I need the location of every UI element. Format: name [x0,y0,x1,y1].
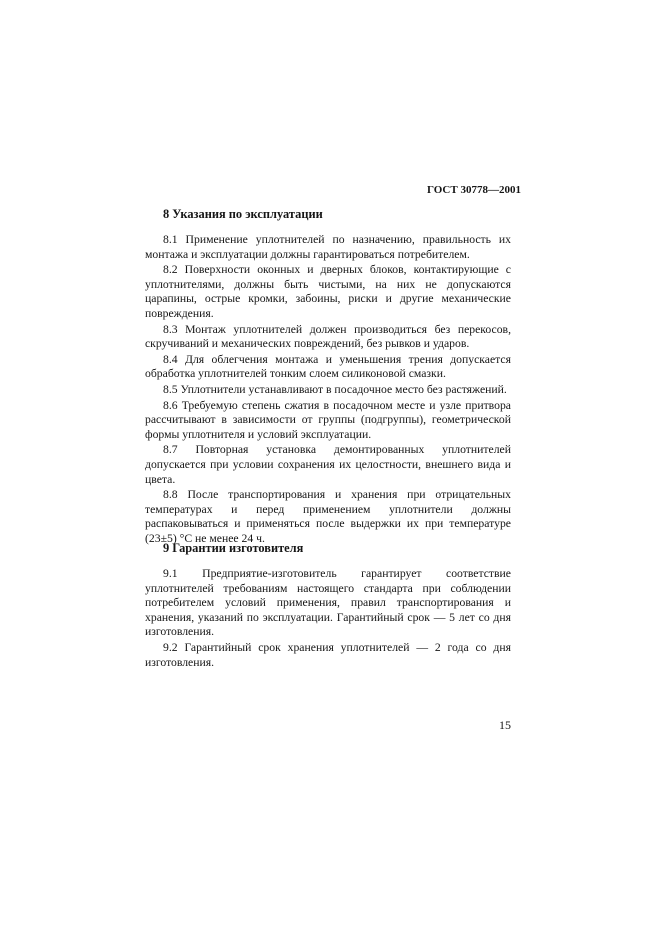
paragraph-8-2: 8.2 Поверхности оконных и дверных блоков, контактирующие с уплотнителями, должны быть чистыми, на них не допускаются царапины, острые кромки, забоины, риски и другие механические повреждения. [145,263,511,320]
section-manufacturer-warranty [145,540,511,671]
paragraph-8-7: 8.7 Повторная установка демонтированных уплотнителей допускается при условии сохранения их целостности, внешнего вида и цвета. [145,443,511,486]
page-number: 15 [499,718,511,732]
section-operating-instructions [145,206,511,547]
section-heading: 9 Гарантии изготовителя [163,541,304,555]
document-code: ГОСТ 30778—2001 [427,184,521,196]
paragraph-8-1: 8.1 Применение уплотнителей по назначению, правильность их монтажа и эксплуатации должны гарантироваться потребителем. [145,233,511,261]
paragraph-8-8: 8.8 После транспортирования и хранения при отрицательных температурах и перед применением уплотнители должны распаковываться и применяться после выдержки их при температуре (23±5) °С не менее 24 ч. [145,488,511,545]
paragraph-8-5: 8.5 Уплотнители устанавливают в посадочное место без растяжений. [163,382,507,396]
paragraph-8-6: 8.6 Требуемую степень сжатия в посадочном месте и узле притвора рассчитывают в зависимости от группы (подгруппы), геометрической формы уплотнителя и условий эксплуатации. [145,398,511,441]
section-heading: 8 Указания по эксплуатации [163,207,323,221]
paragraph-9-2: 9.2 Гарантийный срок хранения уплотнителей — 2 года со дня изготовления. [145,640,511,669]
paragraph-9-1: 9.1 Предприятие-изготовитель гарантирует соответствие уплотнителей требованиям настоящего стандарта при соблюдении потребителем условий применения, правил транспортирования и хранения, указаний по эксплуатации. Гарантийный срок — 5 лет со дня изготовления. [145,567,511,639]
paragraph-8-4: 8.4 Для облегчения монтажа и уменьшения трения допускается обработка уплотнителей тонким слоем силиконовой смазки. [145,352,511,381]
paragraph-8-3: 8.3 Монтаж уплотнителей должен производиться без перекосов, скручиваний и механических повреждений, без рывков и ударов. [145,322,511,351]
